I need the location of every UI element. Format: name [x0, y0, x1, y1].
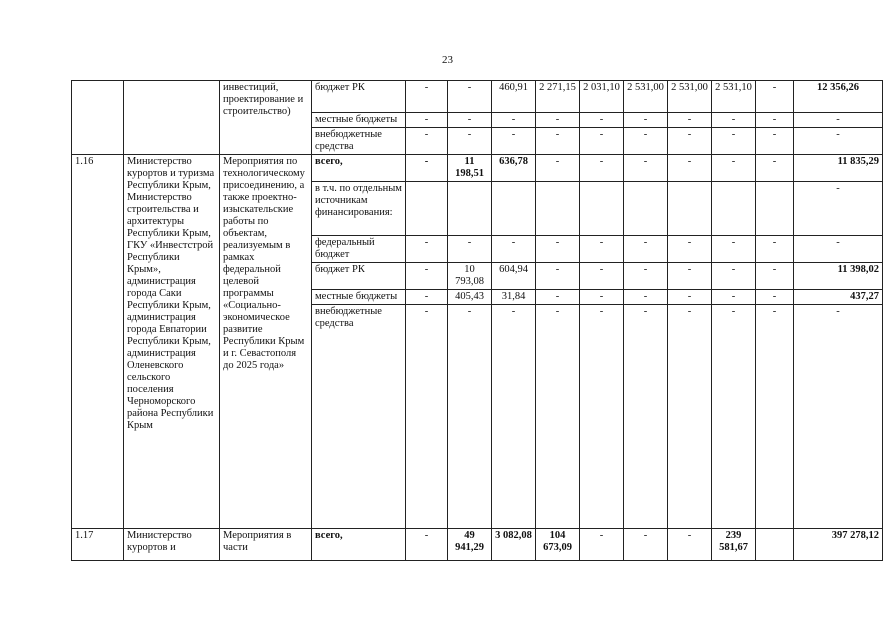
value-cell: - [712, 113, 756, 128]
page-number: 23 [442, 54, 453, 66]
value-cell: - [406, 263, 448, 290]
total-cell: 12 356,26 [794, 81, 883, 113]
value-cell: 3 082,08 [492, 529, 536, 561]
total-cell: - [794, 128, 883, 155]
value-cell: - [448, 236, 492, 263]
value-cell: 104 673,09 [536, 529, 580, 561]
total-cell: - [794, 182, 883, 236]
value-cell: - [624, 236, 668, 263]
source-cell: внебюджетные средства [312, 128, 406, 155]
value-cell: - [536, 305, 580, 529]
row-id [72, 81, 124, 155]
source-cell: бюджет РК [312, 263, 406, 290]
row-id: 1.17 [72, 529, 124, 561]
budget-table [71, 80, 883, 561]
value-cell: - [756, 81, 794, 113]
value-cell: - [756, 155, 794, 182]
value-cell: - [448, 128, 492, 155]
value-cell: - [712, 290, 756, 305]
value-cell: - [756, 305, 794, 529]
value-cell: - [624, 113, 668, 128]
value-cell: - [580, 155, 624, 182]
value-cell: 239 581,67 [712, 529, 756, 561]
value-cell: - [580, 128, 624, 155]
value-cell: - [448, 113, 492, 128]
source-cell: всего, [312, 529, 406, 561]
value-cell: - [406, 128, 448, 155]
value-cell: - [624, 155, 668, 182]
total-cell: 437,27 [794, 290, 883, 305]
total-cell: 11 835,29 [794, 155, 883, 182]
value-cell: 2 531,00 [624, 81, 668, 113]
value-cell: 2 531,00 [668, 81, 712, 113]
value-cell: - [492, 113, 536, 128]
row-id: 1.16 [72, 155, 124, 529]
source-cell: всего, [312, 155, 406, 182]
value-cell: - [406, 113, 448, 128]
activity-cell: инвестиций, проектирование и строительство) [220, 81, 312, 155]
value-cell: 10 793,08 [448, 263, 492, 290]
value-cell: - [406, 290, 448, 305]
activity-cell: Мероприятия в части [220, 529, 312, 561]
value-cell: - [406, 155, 448, 182]
value-cell: - [492, 236, 536, 263]
value-cell: - [580, 305, 624, 529]
value-cell: - [668, 236, 712, 263]
value-cell: 2 031,10 [580, 81, 624, 113]
value-cell: - [756, 128, 794, 155]
value-cell: - [756, 290, 794, 305]
source-cell: местные бюджеты [312, 290, 406, 305]
value-cell: - [536, 113, 580, 128]
source-cell: внебюджетные средства [312, 305, 406, 529]
value-cell: - [580, 290, 624, 305]
value-cell: - [580, 236, 624, 263]
value-cell: - [712, 128, 756, 155]
value-cell: 31,84 [492, 290, 536, 305]
value-cell: 11 198,51 [448, 155, 492, 182]
value-cell: - [448, 305, 492, 529]
value-cell: 604,94 [492, 263, 536, 290]
table-row [72, 529, 883, 561]
value-cell: 405,43 [448, 290, 492, 305]
value-cell: - [536, 236, 580, 263]
value-cell: - [712, 305, 756, 529]
total-cell: - [794, 113, 883, 128]
source-cell: федеральный бюджет [312, 236, 406, 263]
value-cell: - [536, 290, 580, 305]
value-cell: - [668, 113, 712, 128]
value-cell: 636,78 [492, 155, 536, 182]
value-cell: 2 271,15 [536, 81, 580, 113]
value-cell: - [492, 128, 536, 155]
value-cell: - [624, 305, 668, 529]
total-cell: 397 278,12 [794, 529, 883, 561]
value-cell: - [624, 128, 668, 155]
value-cell: - [580, 529, 624, 561]
value-cell: - [536, 155, 580, 182]
value-cell: 49 941,29 [448, 529, 492, 561]
value-cell: - [756, 113, 794, 128]
total-cell: - [794, 305, 883, 529]
value-cell: - [668, 305, 712, 529]
value-cell [756, 529, 794, 561]
total-cell: - [794, 236, 883, 263]
value-cell: - [668, 263, 712, 290]
source-cell: местные бюджеты [312, 113, 406, 128]
value-cell: - [492, 305, 536, 529]
value-cell: - [406, 81, 448, 113]
value-cell: - [624, 290, 668, 305]
value-cell: - [712, 155, 756, 182]
total-cell: 11 398,02 [794, 263, 883, 290]
value-cell: - [536, 128, 580, 155]
value-cell: - [624, 263, 668, 290]
value-cell: - [712, 236, 756, 263]
value-cell: - [668, 529, 712, 561]
value-cell: - [668, 155, 712, 182]
value-cell: - [406, 529, 448, 561]
executor-cell: Министерство курортов и [124, 529, 220, 561]
value-cell: - [668, 290, 712, 305]
table-row [72, 155, 883, 182]
value-cell: - [406, 236, 448, 263]
value-cell: - [580, 113, 624, 128]
value-cell: - [580, 263, 624, 290]
source-cell: в т.ч. по отдельным источникам финансирования: [312, 182, 406, 236]
value-cell: - [536, 263, 580, 290]
executor-cell [124, 81, 220, 155]
value-cell: - [668, 128, 712, 155]
value-cell: - [406, 305, 448, 529]
value-cell: 460,91 [492, 81, 536, 113]
value-cell: - [624, 529, 668, 561]
value-cell: - [712, 263, 756, 290]
executor-cell: Министерство курортов и туризма Республики Крым, Министерство строительства и архитектуры Республики Крым, ГКУ «Инвестстрой Республики Крым», администрация города Саки Республики Крым, администрация города Евпатории Республики Крым, администрация Оленевского сельского поселения Черноморского района Республики Крым [124, 155, 220, 529]
table-row [72, 81, 883, 113]
source-cell: бюджет РК [312, 81, 406, 113]
value-cell: - [756, 263, 794, 290]
activity-cell: Мероприятия по технологическому присоединению, а также проектно-изыскательские работы по объектам, реализуемым в рамках федеральной целевой программы «Социально-экономическое развитие Республики Крым и г. Севастополя до 2025 года» [220, 155, 312, 529]
value-cell: 2 531,10 [712, 81, 756, 113]
value-cell: - [448, 81, 492, 113]
value-cell: - [756, 236, 794, 263]
